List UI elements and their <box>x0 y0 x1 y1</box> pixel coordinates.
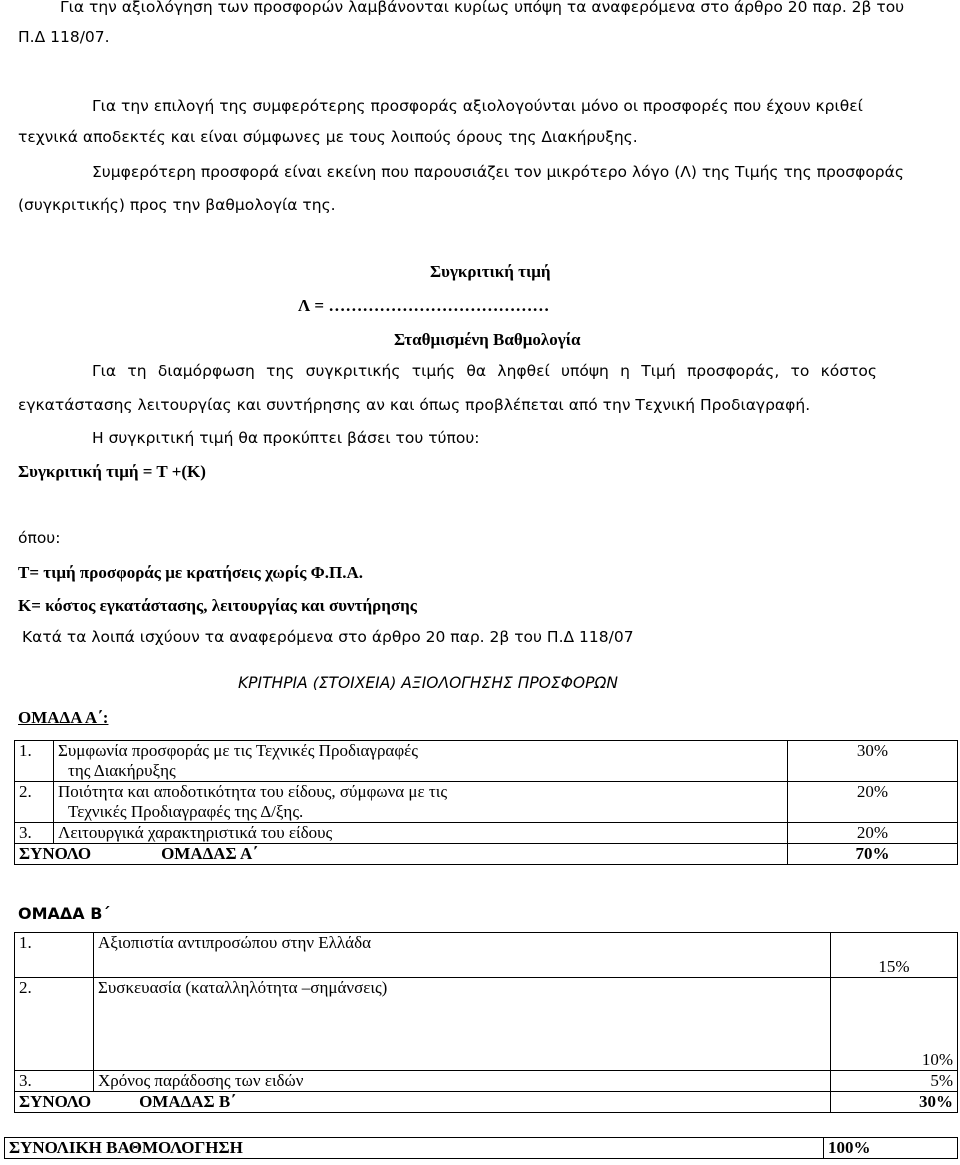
table-row <box>15 1071 958 1092</box>
criterion-text: Ποιότητα και αποδοτικότητα του είδους, σύμφωνα με τις Τεχνικές Προδιαγραφές της Δ/ξης. <box>54 782 788 823</box>
criterion-weight: 5% <box>831 1071 958 1092</box>
row-number: 3. <box>15 1071 94 1092</box>
criterion-weight: 30% <box>788 741 958 782</box>
criterion-text: Συσκευασία (καταλληλότητα –σημάνσεις) <box>94 978 831 1071</box>
group-a-title: ΟΜΑΔΑ Α΄: <box>18 708 109 727</box>
formula-lhs: Λ = ………………………………… <box>298 296 550 315</box>
para4-line-1: Για τη διαμόρφωση της συγκριτικής τιμής θα ληφθεί υπόψη η Τιμή προσφοράς, το κόστος <box>92 362 877 380</box>
criterion-text: Αξιοπιστία αντιπροσώπου στην Ελλάδα <box>94 933 831 978</box>
table-row <box>15 978 958 1071</box>
group-a-table <box>14 740 958 865</box>
remaining-provisions: Κατά τα λοιπά ισχύουν τα αναφερόμενα στο άρθρο 20 παρ. 2β του Π.Δ 118/07 <box>22 628 634 646</box>
para2-line-2: τεχνικά αποδεκτές και είναι σύμφωνες με τους λοιπούς όρους της Διακήρυξης. <box>18 128 638 146</box>
k-definition: Κ= κόστος εγκατάστασης, λειτουργίας και συντήρησης <box>18 596 417 615</box>
group-b-table <box>14 932 958 1113</box>
row-number: 2. <box>15 978 94 1071</box>
row-number: 1. <box>15 933 94 978</box>
para4-line-3: Η συγκριτική τιμή θα προκύπτει βάσει του τύπου: <box>92 429 480 447</box>
para2-line-1: Για την επιλογή της συμφερότερης προσφοράς αξιολογούνται μόνο οι προσφορές που έχουν κριθεί <box>92 97 863 115</box>
group-b-title: ΟΜΑΔΑ Β΄ <box>18 904 110 923</box>
total-label: ΣΥΝΟΛΟ ΟΜΑΔΑΣ Α΄ <box>15 844 788 865</box>
t-definition: Τ= τιμή προσφοράς με κρατήσεις χωρίς Φ.Π.Α. <box>18 563 363 582</box>
total-label: ΣΥΝΟΛΟ ΟΜΑΔΑΣ Β΄ <box>15 1092 831 1113</box>
grand-total-label: ΣΥΝΟΛΙΚΗ ΒΑΘΜΟΛΟΓΗΣΗ <box>5 1138 824 1159</box>
where-label: όπου: <box>18 529 61 547</box>
criterion-text: Λειτουργικά χαρακτηριστικά του είδους <box>54 823 788 844</box>
formula-numerator: Συγκριτική τιμή <box>430 262 551 281</box>
table-row-total <box>15 844 958 865</box>
intro-line-1: Για την αξιολόγηση των προσφορών λαμβάνονται κυρίως υπόψη τα αναφερόμενα στο άρθρο 20 παρ. 2β του <box>60 0 905 16</box>
criterion-weight: 15% <box>831 933 958 978</box>
table-row-total <box>5 1138 958 1159</box>
table-row <box>15 933 958 978</box>
criterion-weight: 20% <box>788 823 958 844</box>
criterion-weight: 20% <box>788 782 958 823</box>
criterion-text: Χρόνος παράδοσης των ειδών <box>94 1071 831 1092</box>
grand-total-table <box>4 1137 958 1159</box>
grand-total-weight: 100% <box>824 1138 958 1159</box>
row-number: 3. <box>15 823 54 844</box>
comparative-price-formula: Συγκριτική τιμή = Τ +(Κ) <box>18 462 206 481</box>
formula-denominator: Σταθμισμένη Βαθμολογία <box>394 330 581 349</box>
table-row <box>15 782 958 823</box>
row-number: 2. <box>15 782 54 823</box>
row-number: 1. <box>15 741 54 782</box>
criterion-weight: 10% <box>831 978 958 1071</box>
total-weight: 30% <box>831 1092 958 1113</box>
criterion-text: Συμφωνία προσφοράς με τις Τεχνικές Προδιαγραφές της Διακήρυξης <box>54 741 788 782</box>
para4-line-2: εγκατάστασης λειτουργίας και συντήρησης αν και όπως προβλέπεται από την Τεχνική Προδιαγραφή. <box>18 396 811 414</box>
criteria-title: ΚΡΙΤΗΡΙΑ (ΣΤΟΙΧΕΙΑ) ΑΞΙΟΛΟΓΗΣΗΣ ΠΡΟΣΦΟΡΩΝ <box>238 674 618 692</box>
para3-line-2: (συγκριτικής) προς την βαθμολογία της. <box>18 196 336 214</box>
table-row-total <box>15 1092 958 1113</box>
table-row <box>15 741 958 782</box>
intro-line-2: Π.Δ 118/07. <box>18 28 110 46</box>
para3-line-1: Συμφερότερη προσφορά είναι εκείνη που παρουσιάζει τον μικρότερο λόγο (Λ) της Τιμής της προσφοράς <box>92 163 904 181</box>
total-weight: 70% <box>788 844 958 865</box>
table-row <box>15 823 958 844</box>
